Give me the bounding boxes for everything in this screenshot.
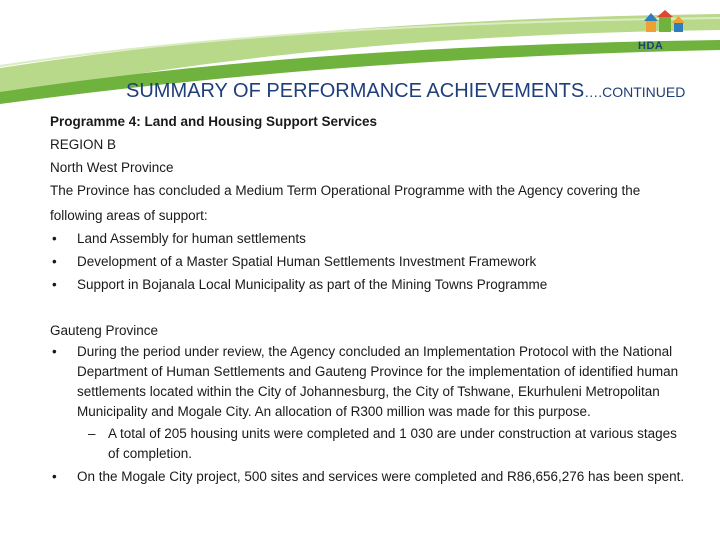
programme-heading: Programme 4: Land and Housing Support Services xyxy=(50,114,378,129)
sub-list-item xyxy=(50,424,690,464)
region-label: REGION B xyxy=(50,137,117,152)
bullet-icon: • xyxy=(52,231,57,246)
list-item xyxy=(50,250,690,273)
sub-list-item-text: A total of 205 housing units were completed and 1 030 are under construction at various stages of completion. xyxy=(108,426,677,461)
houses-icon xyxy=(632,10,698,44)
list-item-text: Land Assembly for human settlements xyxy=(77,231,306,246)
list-item xyxy=(50,227,690,250)
list-item-text: Development of a Master Spatial Human Settlements Investment Framework xyxy=(77,254,537,269)
gauteng-heading: Gauteng Province xyxy=(50,323,159,338)
north-west-heading: North West Province xyxy=(50,160,174,175)
page-title xyxy=(126,80,706,103)
intro-line-1: The Province has concluded a Medium Term Operational Programme with the Agency covering the xyxy=(50,183,641,198)
bullet-icon: • xyxy=(52,254,57,269)
list-item-text: Support in Bojanala Local Municipality as part of the Mining Towns Programme xyxy=(77,277,548,292)
slide-body xyxy=(50,110,690,487)
title-main: SUMMARY OF PERFORMANCE ACHIEVEMENTS xyxy=(126,80,585,102)
bullet-icon: • xyxy=(52,277,57,292)
intro-line-2: following areas of support: xyxy=(50,208,208,223)
list-item xyxy=(50,342,690,422)
list-item xyxy=(50,467,690,487)
list-item-text: During the period under review, the Agency concluded an Implementation Protocol with the National Department of Human Settlements and Gauteng Province for the implementation of identified human settlements located within the City of Johannesburg, the City of Tshwane, Ekurhuleni Metropolitan Municipality and Mogale City. An allocation of R300 million was made for this purpose. xyxy=(77,344,679,419)
bullet-icon: • xyxy=(52,344,57,359)
list-item xyxy=(50,273,690,296)
logo-text: HDA xyxy=(638,40,664,52)
title-suffix: ….CONTINUED xyxy=(584,84,686,100)
hda-logo xyxy=(632,10,698,60)
dash-icon: – xyxy=(88,426,96,441)
bullet-icon: • xyxy=(52,469,57,484)
list-item-text: On the Mogale City project, 500 sites and services were completed and R86,656,276 has been spent. xyxy=(77,469,685,484)
